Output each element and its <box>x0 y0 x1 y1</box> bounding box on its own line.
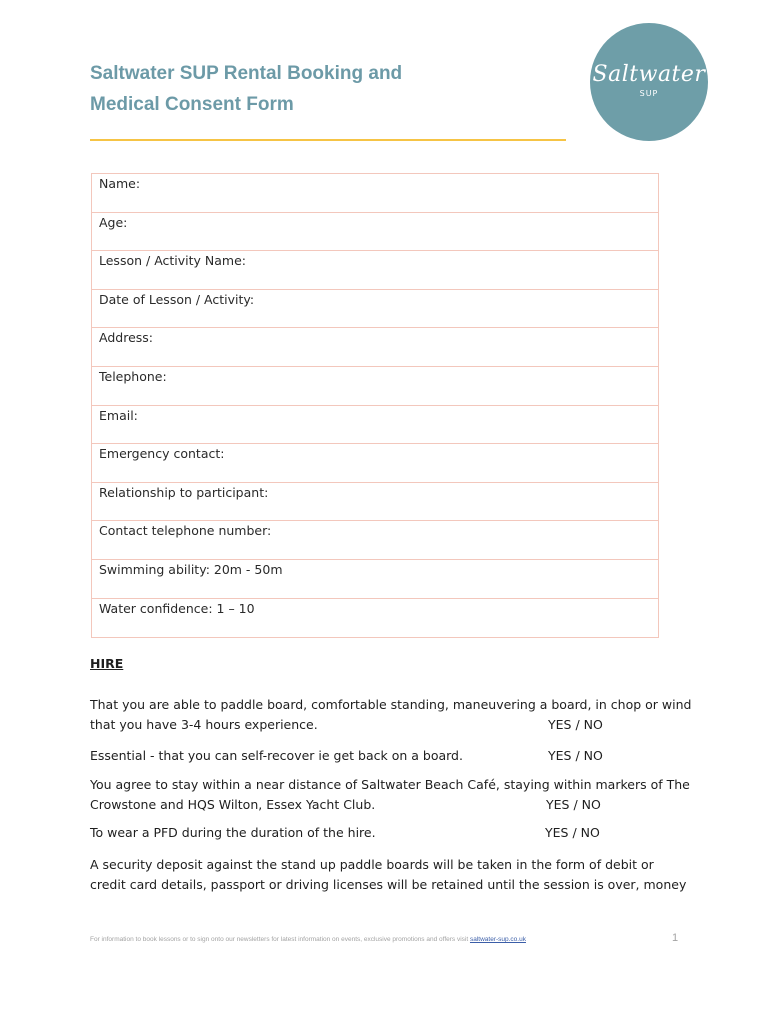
title-divider <box>90 139 566 141</box>
hire-heading: HIRE <box>90 656 124 671</box>
page-title <box>90 58 490 120</box>
footer-note-text: For information to book lessons or to sign onto our newsletters for latest information on events, exclusive promotions and offers visit <box>90 936 470 943</box>
field-lesson-activity-name[interactable]: Lesson / Activity Name: <box>92 251 658 290</box>
clause-text-line: Essential - that you can self-recover ie get back on a board. <box>90 748 463 763</box>
footer-website-link[interactable]: saltwater-sup.co.uk <box>469 936 526 943</box>
clause-text-line: You agree to stay within a near distance of Saltwater Beach Café, staying within markers of The <box>90 777 690 792</box>
field-address[interactable]: Address: <box>92 328 658 367</box>
footer-note <box>90 936 610 943</box>
field-relationship[interactable]: Relationship to participant: <box>92 483 658 522</box>
yes-no-choice[interactable]: YES / NO <box>548 717 603 732</box>
field-telephone[interactable]: Telephone: <box>92 367 658 406</box>
booking-form-table <box>91 173 659 638</box>
title-line-1: Saltwater SUP Rental Booking and <box>90 63 403 84</box>
logo-wordmark: Saltwater <box>592 62 706 87</box>
field-water-confidence[interactable]: Water confidence: 1 – 10 <box>99 600 255 616</box>
clause-text-line: credit card details, passport or driving licenses will be retained until the session is over, money <box>90 877 687 892</box>
clause-text-line: That you are able to paddle board, comfortable standing, maneuvering a board, in chop or wind <box>90 697 692 712</box>
field-age[interactable]: Age: <box>92 213 658 252</box>
clause-text-line: A security deposit against the stand up paddle boards will be taken in the form of debit or <box>90 857 654 872</box>
yes-no-choice[interactable]: YES / NO <box>545 825 600 840</box>
clause-wear-pfd <box>90 823 690 843</box>
field-email[interactable]: Email: <box>92 406 658 445</box>
saltwater-logo <box>590 23 708 141</box>
field-emergency-contact[interactable]: Emergency contact: <box>92 444 658 483</box>
title-line-2: Medical Consent Form <box>90 94 294 115</box>
clause-text-line: that you have 3-4 hours experience. <box>90 717 318 732</box>
clause-stay-within-distance <box>90 775 690 815</box>
clause-ability <box>90 695 690 735</box>
page-number: 1 <box>672 932 679 944</box>
field-date-of-lesson[interactable]: Date of Lesson / Activity: <box>92 290 658 329</box>
logo-sub: SUP <box>639 89 659 98</box>
clause-text-line: To wear a PFD during the duration of the hire. <box>90 825 376 840</box>
field-contact-telephone[interactable]: Contact telephone number: <box>92 521 658 560</box>
yes-no-choice[interactable]: YES / NO <box>546 797 601 812</box>
yes-no-choice[interactable]: YES / NO <box>548 748 603 763</box>
field-swimming-ability[interactable]: Swimming ability: 20m - 50m <box>92 560 658 599</box>
clause-self-recover <box>90 746 690 766</box>
clause-text-line: Crowstone and HQS Wilton, Essex Yacht Club. <box>90 797 376 812</box>
field-name[interactable]: Name: <box>92 174 658 213</box>
clause-security-deposit <box>90 855 690 895</box>
